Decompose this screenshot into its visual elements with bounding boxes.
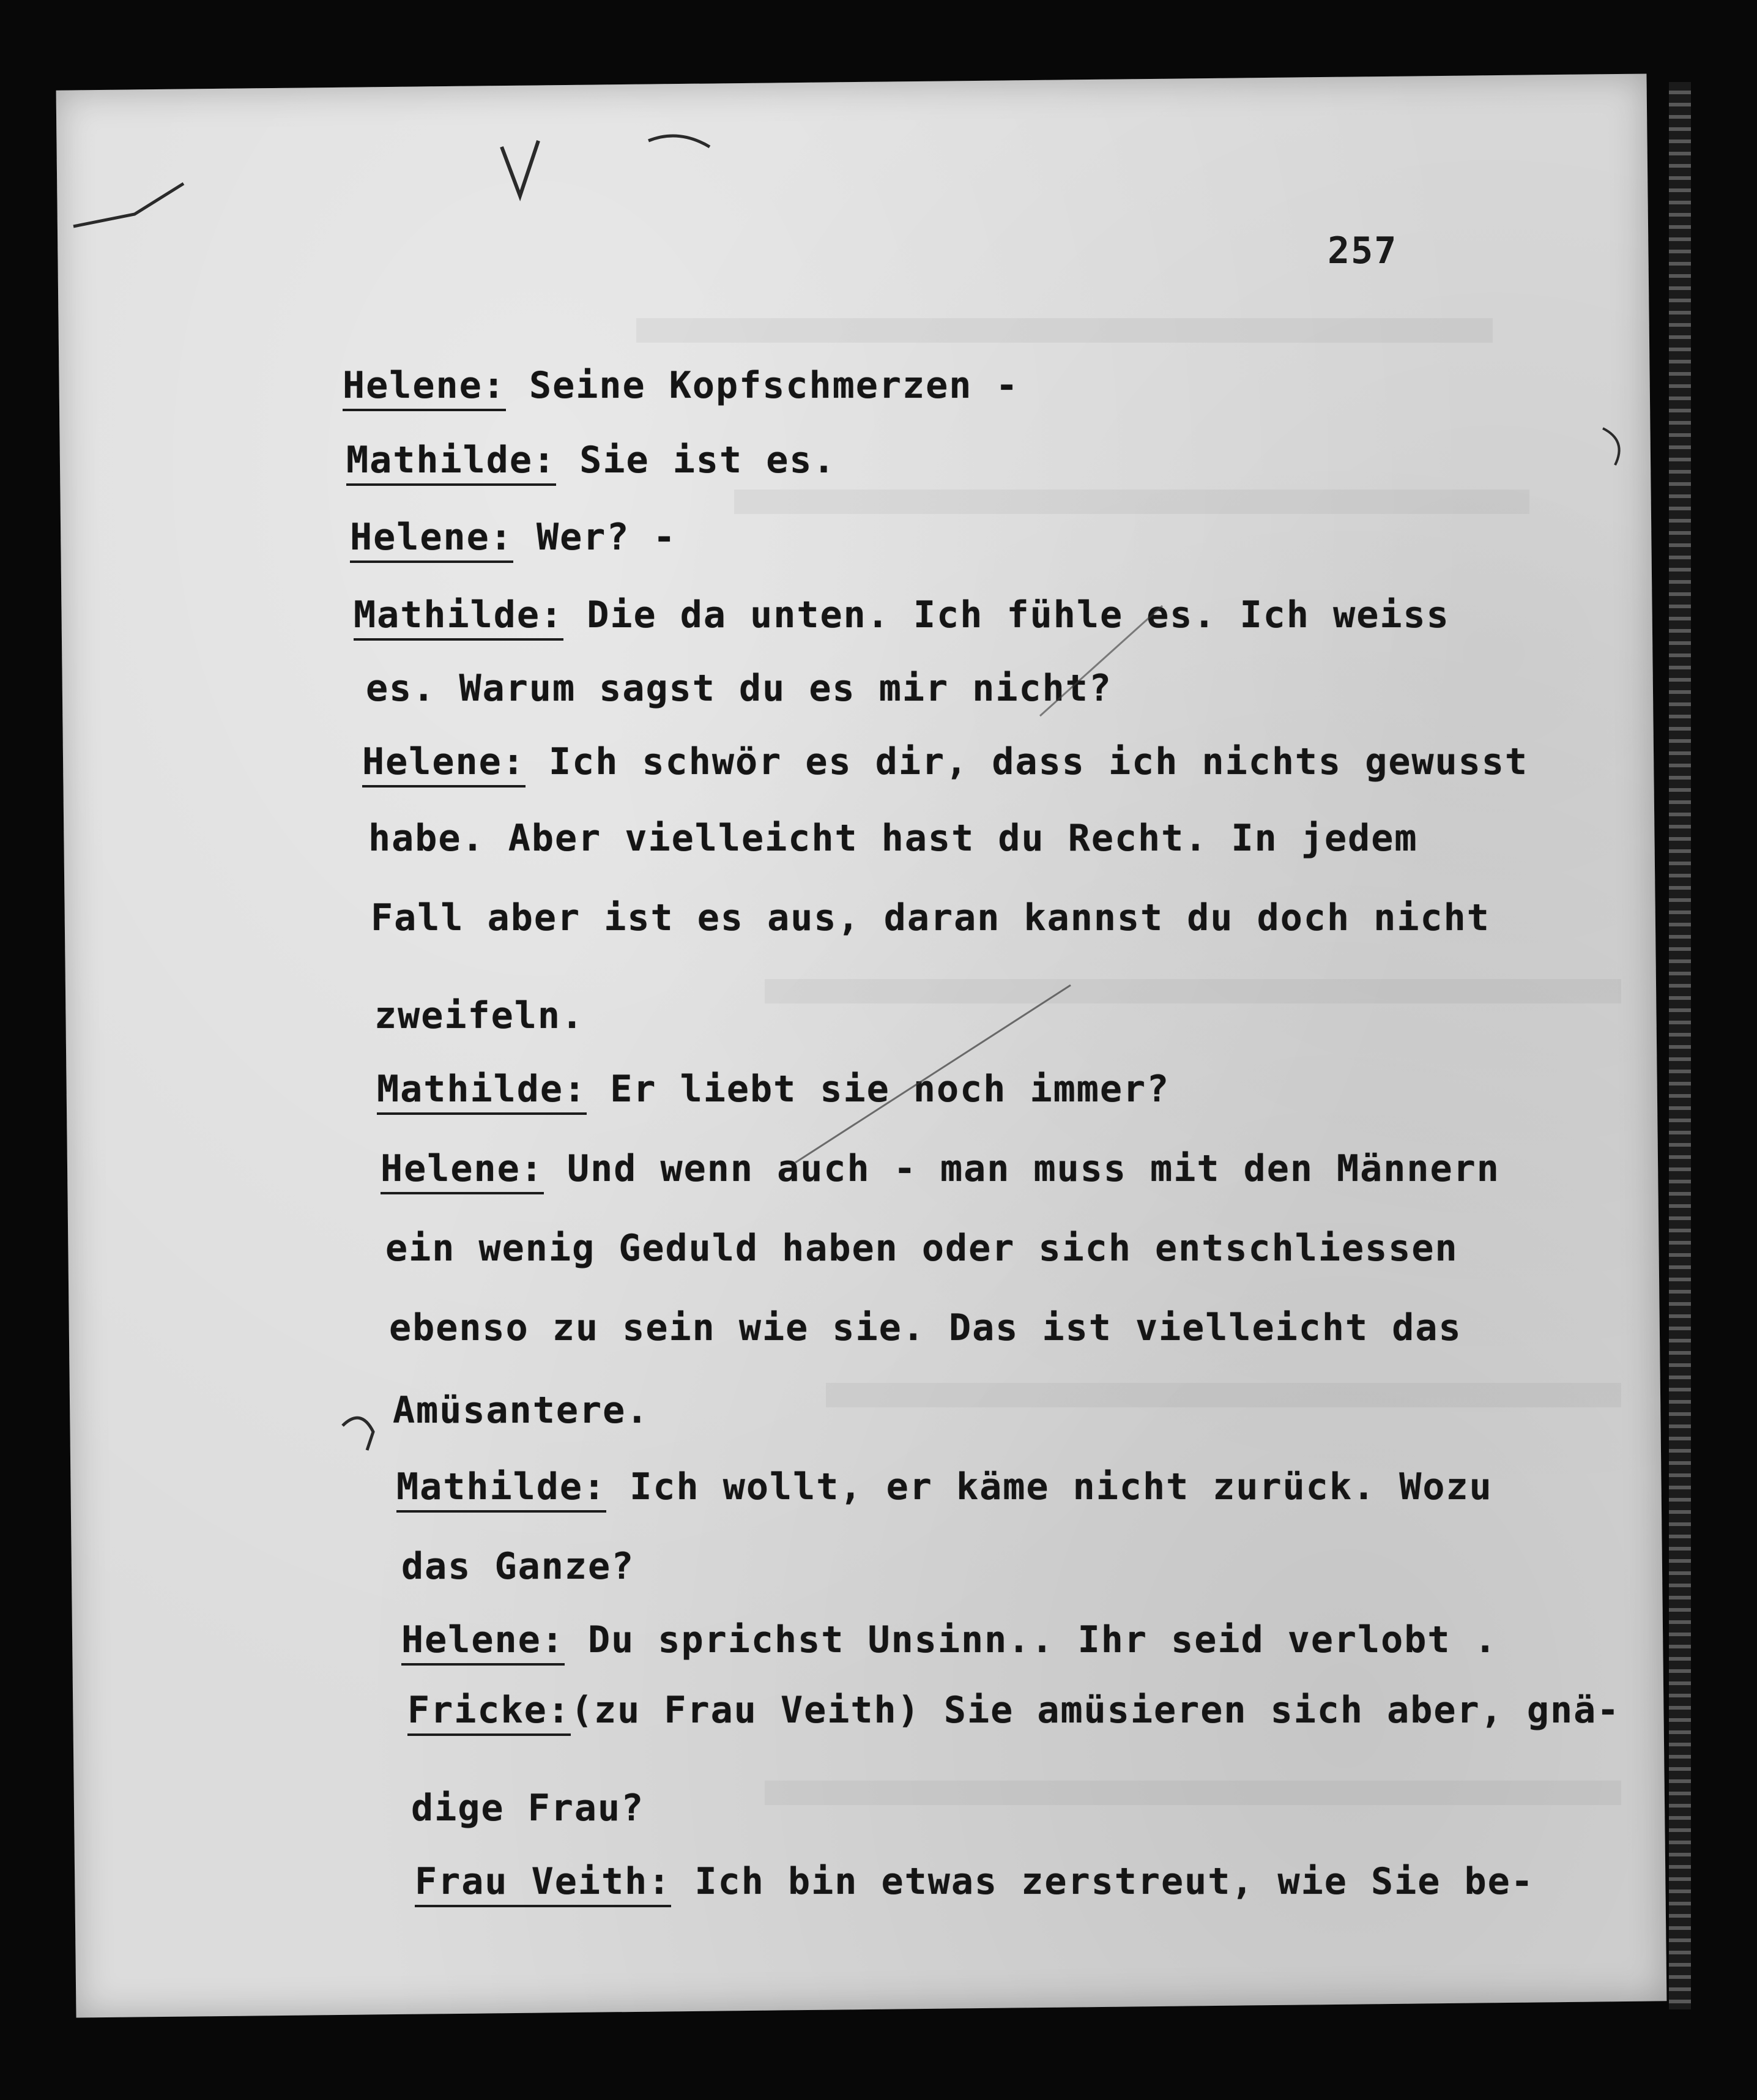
bleed-through	[826, 1383, 1621, 1407]
dialogue-line	[393, 1389, 650, 1432]
line-text: Ich wollt, er käme nicht zurück. Wozu	[606, 1465, 1493, 1508]
dialogue-line	[381, 1147, 1500, 1194]
dialogue-line	[354, 594, 1450, 641]
dialogue-line	[401, 1545, 635, 1588]
speaker-name: Mathilde:	[377, 1071, 587, 1115]
line-text: (zu Frau Veith) Sie amüsieren sich aber, gnä-	[570, 1689, 1621, 1732]
line-text: Seine Kopfschmerzen -	[505, 364, 1019, 407]
dialogue-line	[362, 740, 1529, 788]
dialogue-line	[407, 1689, 1621, 1736]
dialogue-line	[366, 667, 1112, 710]
film-edge	[1669, 82, 1691, 2009]
line-text: Wer? -	[513, 516, 677, 559]
dialogue-line	[401, 1618, 1498, 1666]
line-text: dige Frau?	[411, 1787, 645, 1830]
dialogue-line	[368, 817, 1418, 860]
line-text: Ich bin etwas zerstreut, wie Sie be-	[671, 1860, 1534, 1903]
speaker-name: Helene:	[343, 367, 506, 411]
dialogue-line	[411, 1787, 645, 1830]
line-text: ein wenig Geduld haben oder sich entschliessen	[385, 1227, 1458, 1270]
line-text: das Ganze?	[401, 1545, 635, 1588]
speaker-name: Helene:	[381, 1150, 544, 1194]
speaker-name: Helene:	[362, 743, 526, 788]
dialogue-line	[389, 1306, 1462, 1349]
line-text: ebenso zu sein wie sie. Das ist vielleicht das	[389, 1306, 1462, 1349]
line-text: zweifeln.	[374, 994, 585, 1037]
dialogue-line	[343, 364, 1019, 411]
dialogue-line	[396, 1465, 1493, 1513]
line-text: Amüsantere.	[393, 1389, 650, 1432]
bleed-through	[765, 1781, 1621, 1805]
line-text: Ich schwör es dir, dass ich nichts gewusst	[525, 740, 1529, 783]
line-text: Fall aber ist es aus, daran kannst du doch nicht	[371, 896, 1490, 939]
dialogue-line	[346, 439, 836, 486]
line-text: Er liebt sie noch immer?	[587, 1068, 1170, 1111]
line-text: es. Warum sagst du es mir nicht?	[366, 667, 1112, 710]
line-text: habe. Aber vielleicht hast du Recht. In jedem	[368, 817, 1418, 860]
bleed-through	[734, 490, 1529, 514]
page-number: 257	[1328, 229, 1398, 272]
dialogue-line	[415, 1860, 1534, 1907]
bleed-through	[636, 318, 1493, 343]
line-text: Die da unten. Ich fühle es. Ich weiss	[563, 594, 1450, 636]
speaker-name: Helene:	[350, 519, 513, 563]
line-text: Du sprichst Unsinn.. Ihr seid verlobt .	[564, 1618, 1498, 1661]
speaker-name: Helene:	[401, 1622, 565, 1666]
line-text: Und wenn auch - man muss mit den Männern	[543, 1147, 1500, 1190]
dialogue-line	[385, 1227, 1458, 1270]
speaker-name: Mathilde:	[396, 1469, 606, 1513]
bleed-through	[765, 979, 1621, 1003]
dialogue-line	[371, 896, 1490, 939]
speaker-name: Frau Veith:	[415, 1863, 671, 1907]
speaker-name: Mathilde:	[346, 442, 556, 486]
speaker-name: Fricke:	[407, 1692, 571, 1736]
speaker-name: Mathilde:	[354, 597, 563, 641]
dialogue-line	[350, 516, 677, 563]
dialogue-line	[374, 994, 585, 1037]
dialogue-line	[377, 1068, 1170, 1115]
line-text: Sie ist es.	[556, 439, 836, 482]
